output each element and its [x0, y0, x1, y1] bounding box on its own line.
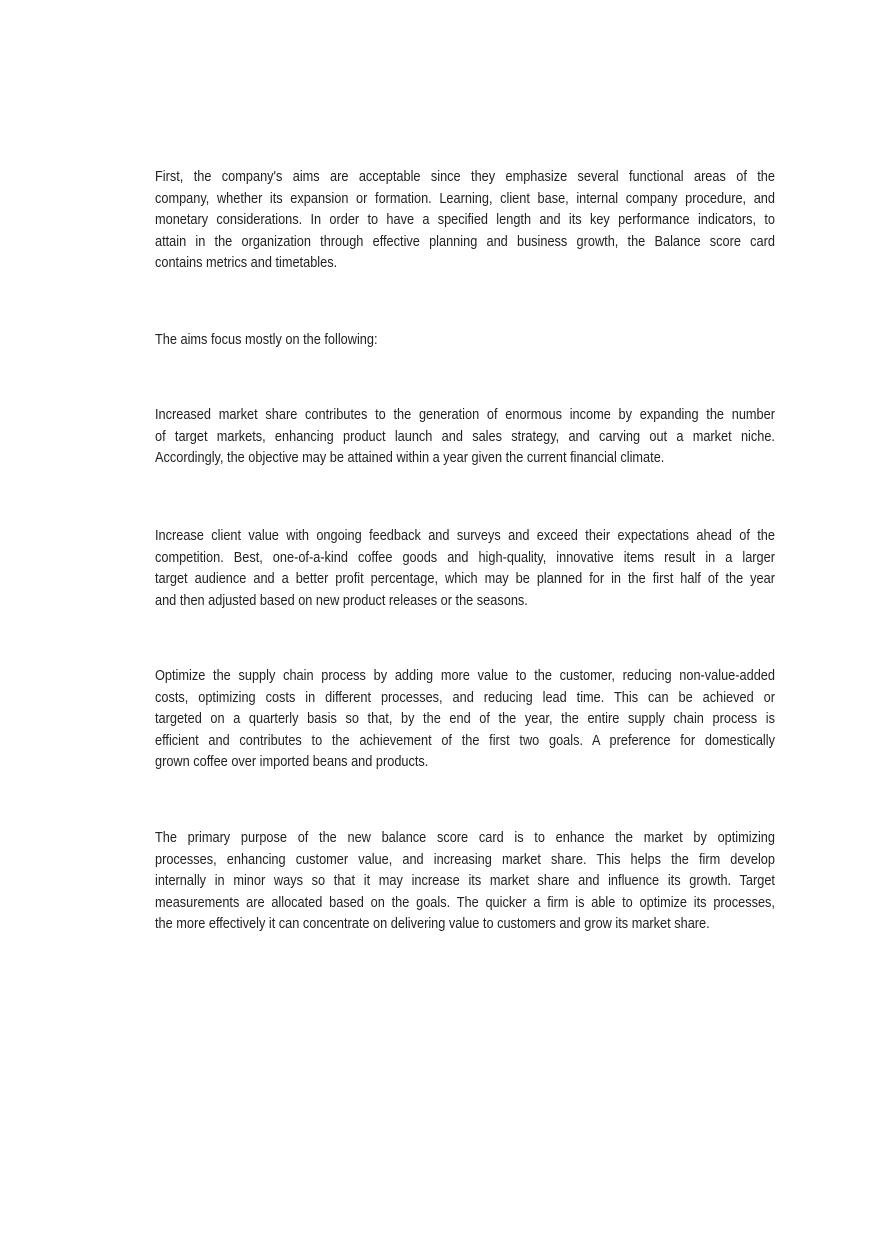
paragraph-supply-chain: [155, 665, 775, 773]
text-line: the more effectively it can concentrate on delivering value to customers and grow its market share.: [155, 915, 710, 933]
text-line: competition. Best, one-of-a-kind coffee goods and high-quality, innovative items result in a larger: [155, 548, 775, 566]
text-line: Increase client value with ongoing feedback and surveys and exceed their expectations ahead of the: [155, 527, 775, 544]
text-line: First, the company's aims are acceptable since they emphasize several functional areas of the: [155, 168, 775, 185]
paragraph-intro: [155, 166, 775, 274]
text-line: The aims focus mostly on the following:: [155, 331, 378, 348]
text-line: efficient and contributes to the achievement of the first two goals. A preference for domestically: [155, 731, 775, 749]
text-line: grown coffee over imported beans and products.: [155, 753, 429, 771]
paragraph-aims-heading: [155, 329, 775, 351]
text-line: measurements are allocated based on the goals. The quicker a firm is able to optimize its processes,: [155, 893, 775, 911]
text-line: Accordingly, the objective may be attained within a year given the current financial climate.: [155, 449, 665, 467]
text-line: processes, enhancing customer value, and increasing market share. This helps the firm develop: [155, 850, 775, 868]
text-line: costs, optimizing costs in different processes, and reducing lead time. This can be achieved or: [155, 688, 775, 706]
text-line: internally in minor ways so that it may increase its market share and influence its growth. Target: [155, 872, 775, 890]
text-line: targeted on a quarterly basis so that, by the end of the year, the entire supply chain process is: [155, 710, 775, 728]
text-line: contains metrics and timetables.: [155, 254, 338, 272]
text-line: attain in the organization through effective planning and business growth, the Balance score card: [155, 232, 775, 250]
text-line: Increased market share contributes to the generation of enormous income by expanding the number: [155, 406, 775, 423]
text-line: monetary considerations. In order to have a specified length and its key performance indicators, to: [155, 211, 775, 229]
paragraph-client-value: [155, 525, 775, 611]
text-line: The primary purpose of the new balance score card is to enhance the market by optimizing: [155, 829, 775, 846]
text-line: Optimize the supply chain process by adding more value to the customer, reducing non-value-added: [155, 667, 775, 684]
text-line: company, whether its expansion or formation. Learning, client base, internal company procedure, and: [155, 189, 775, 207]
text-line: target audience and a better profit percentage, which may be planned for in the first half of the year: [155, 570, 775, 588]
text-line: and then adjusted based on new product releases or the seasons.: [155, 591, 528, 609]
text-line: of target markets, enhancing product launch and sales strategy, and carving out a market niche.: [155, 427, 775, 445]
paragraph-conclusion: [155, 827, 775, 935]
paragraph-market-share: [155, 404, 775, 469]
